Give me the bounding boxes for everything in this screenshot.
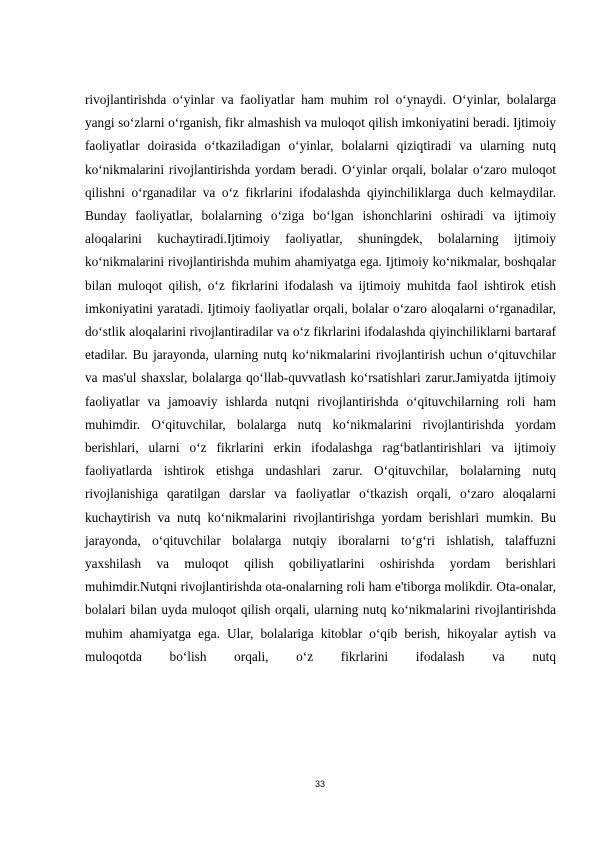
body-paragraph: rivojlantirishda o‘yinlar va faoliyatlar ham muhim rol o‘ynaydi. O‘yinlar, bolalarga yangi so‘zlarni o‘rganish, fikr almashish va muloqot qilish imkoniyatini beradi. Ijtimoiy faoliyatlar doirasida o‘tkaziladigan o‘yinlar, bolalarni qiziqtiradi va ularning nutq ko‘nikmalarini rivojlantirishda yordam beradi. O‘yinlar orqali, bolalar o‘zaro muloqot qilishni o‘rganadilar va o‘z fikrlarini ifodalashda qiyinchiliklarga duch kelmaydilar. Bunday faoliyatlar, bolalarning o‘ziga bo‘lgan ishonchlarini oshiradi va ijtimoiy aloqalarini kuchaytiradi.Ijtimoiy faoliyatlar, shuningdek, bolalarning ijtimoiy ko‘nikmalarini rivojlantirishda muhim ahamiyatga ega. Ijtimoiy ko‘nikmalar, boshqalar bilan muloqot qilish, o‘z fikrlarini ifodalash va ijtimoiy muhitda faol ishtirok etish imkoniyatini yaratadi. Ijtimoiy faoliyatlar orqali, bolalar o‘zaro aloqalarni o‘rganadilar, do‘stlik aloqalarini rivojlantiradilar va o‘z fikrlarini ifodalashda qiyinchiliklarni bartaraf etadilar. Bu jarayonda, ularning nutq ko‘nikmalarini rivojlantirish uchun o‘qituvchilar va mas'ul shaxslar, bolalarga qo‘llab-quvvatlash ko‘rsatishlari zarur.Jamiyatda ijtimoiy faoliyatlar va jamoaviy ishlarda nutqni rivojlantirishda o‘qituvchilarning roli ham muhimdir. O‘qituvchilar, bolalarga nutq ko‘nikmalarini rivojlantirishda yordam berishlari, ularni o‘z fikrlarini erkin ifodalashga rag‘batlantirishlari va ijtimoiy faoliyatlarda ishtirok etishga undashlari zarur. O‘qituvchilar, bolalarning nutq rivojlanishiga qaratilgan darslar va faoliyatlar o‘tkazish orqali, o‘zaro aloqalarni kuchaytirish va nutq ko‘nikmalarini rivojlantirishga yordam berishlari mumkin. Bu jarayonda, o‘qituvchilar bolalarga nutqiy iboralarni to‘g‘ri ishlatish, talaffuzni yaxshilash va muloqot qilish qobiliyatlarini oshirishda yordam berishlari muhimdir.Nutqni rivojlantirishda ota-onalarning roli ham e'tiborga molikdir. Ota-onalar, bolalari bilan uyda muloqot qilish orqali, ularning nutq ko‘nikmalarini rivojlantirishda muhim ahamiyatga ega. Ular, bolalariga kitoblar o‘qib berish, hikoyalar aytish va muloqotda bo‘lish orqali, o‘z fikrlarini ifodalash va nutq (85, 92, 556, 664)
page-number: 33 (314, 779, 325, 789)
